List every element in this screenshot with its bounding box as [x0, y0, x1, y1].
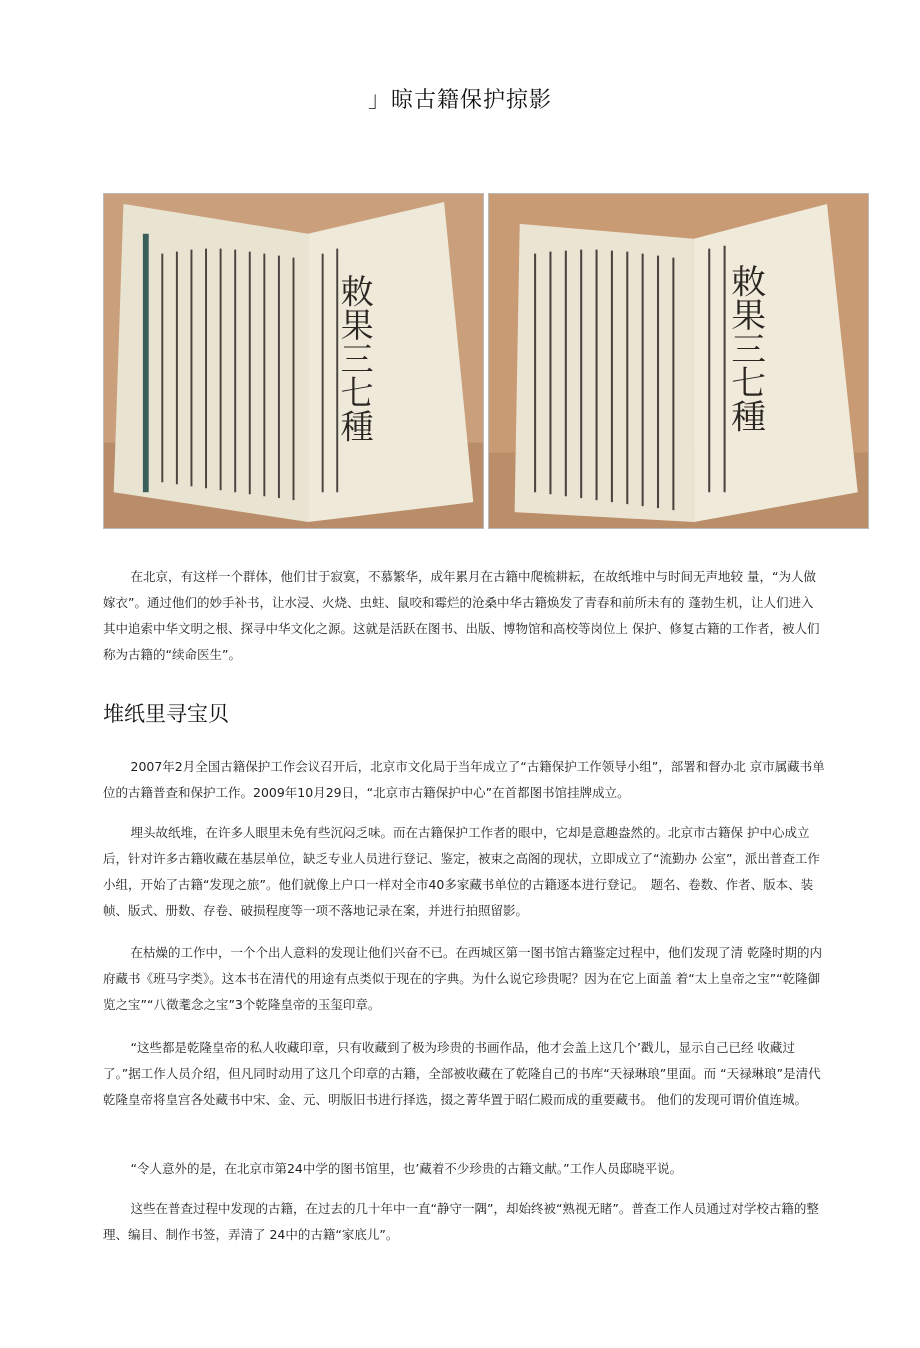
paragraph-3: 在枯燥的工作中，一个个出人意料的发现让他们兴奋不已。在西城区第一图书馆古籍鉴定过程中，他们发现了清 乾隆时期的内府藏书《班马字类》。这本书在清代的用途有点类似于现在的字典。为什么说它珍贵呢？因为在它上面盖 着“太上皇帝之宝”“乾隆御览之宝”“八徵耄念之宝”3个乾隆皇帝的玉玺印章。 — [103, 945, 822, 1012]
paragraph-4: “这些都是乾隆皇帝的私人收藏印章，只有收藏到了极为珍贵的书画作品，他才会盖上这几个’戳儿，显示自己已经 收藏过了。”据工作人员介绍，但凡同时动用了这几个印章的古籍，全部被收藏在了乾隆自己的书库“天禄琳琅”里面。而 “天禄琳琅”是清代乾隆皇帝将皇宫各处藏书中宋、金、元、明版旧书进行择选，掇之菁华置于昭仁殿而成的重要藏书。 他们的发现可谓价值连城。 — [103, 1040, 821, 1107]
ancient-book-photo-icon — [489, 194, 868, 528]
photo-row — [103, 193, 869, 529]
svg-text:敕果三七種: 敕果三七種 — [335, 273, 375, 443]
ancient-book-photo-left — [103, 193, 484, 529]
paragraph-6: 这些在普查过程中发现的古籍，在过去的几十年中一直“静守一隅”，却始终被“熟视无睹”。普查工作人员通过对学校古籍的整理、编目、制作书签，弄清了 24中的古籍“家底儿”。 — [103, 1201, 819, 1242]
svg-text:敕果三七種: 敕果三七種 — [724, 263, 766, 433]
page-title: 」晾古籍保护掠影 — [367, 88, 552, 113]
paragraph-2: 埋头故纸堆，在许多人眼里未免有些沉闷乏味。而在古籍保护工作者的眼中，它却是意趣盎然的。北京市古籍保 护中心成立后，针对许多古籍收藏在基层单位，缺乏专业人员进行登记、鉴定，被束之高阁的现状，立即成立了“流勤办 公室”，派出普查工作小组，开始了古籍“发现之旅”。他们就像上户口一样对全市40多家藏书单位的古籍逐本进行登记。 题名、卷数、作者、版本、装帧、版式、册数、存卷、破损程度等一项不落地记录在案，并进行拍照留影。 — [103, 825, 820, 918]
ancient-book-photo-right — [488, 193, 869, 529]
section-heading: 堆纸里寻宝贝 — [103, 702, 229, 726]
ancient-book-photo-icon — [104, 194, 483, 528]
intro-paragraph: 在北京，有这样一个群体，他们甘于寂寞，不慕繁华，成年累月在古籍中爬梳耕耘，在故纸堆中与时间无声地较 量，“为人做嫁衣”。通过他们的妙手补书，让水浸、火烧、虫蛀、鼠咬和霉烂的沧桑中华古籍焕发了青春和前所未有的 蓬勃生机，让人们进入其中追索中华文明之根、探寻中华文化之源。这就是活跃在图书、出版、博物馆和高校等岗位上 保护、修复古籍的工作者，被人们称为古籍的“续命医生”。 — [103, 569, 820, 662]
paragraph-5: “令人意外的是，在北京市第24中学的图书馆里，也’藏着不少珍贵的古籍文献。”工作人员邸晓平说。 — [130, 1161, 683, 1176]
paragraph-1: 2007年2月全国古籍保护工作会议召开后，北京市文化局于当年成立了“古籍保护工作领导小组”，部署和督办北 京市属藏书单位的古籍普查和保护工作。2009年10月29日，“北京市古籍保护中心”在首都图书馆挂牌成立。 — [103, 759, 825, 800]
